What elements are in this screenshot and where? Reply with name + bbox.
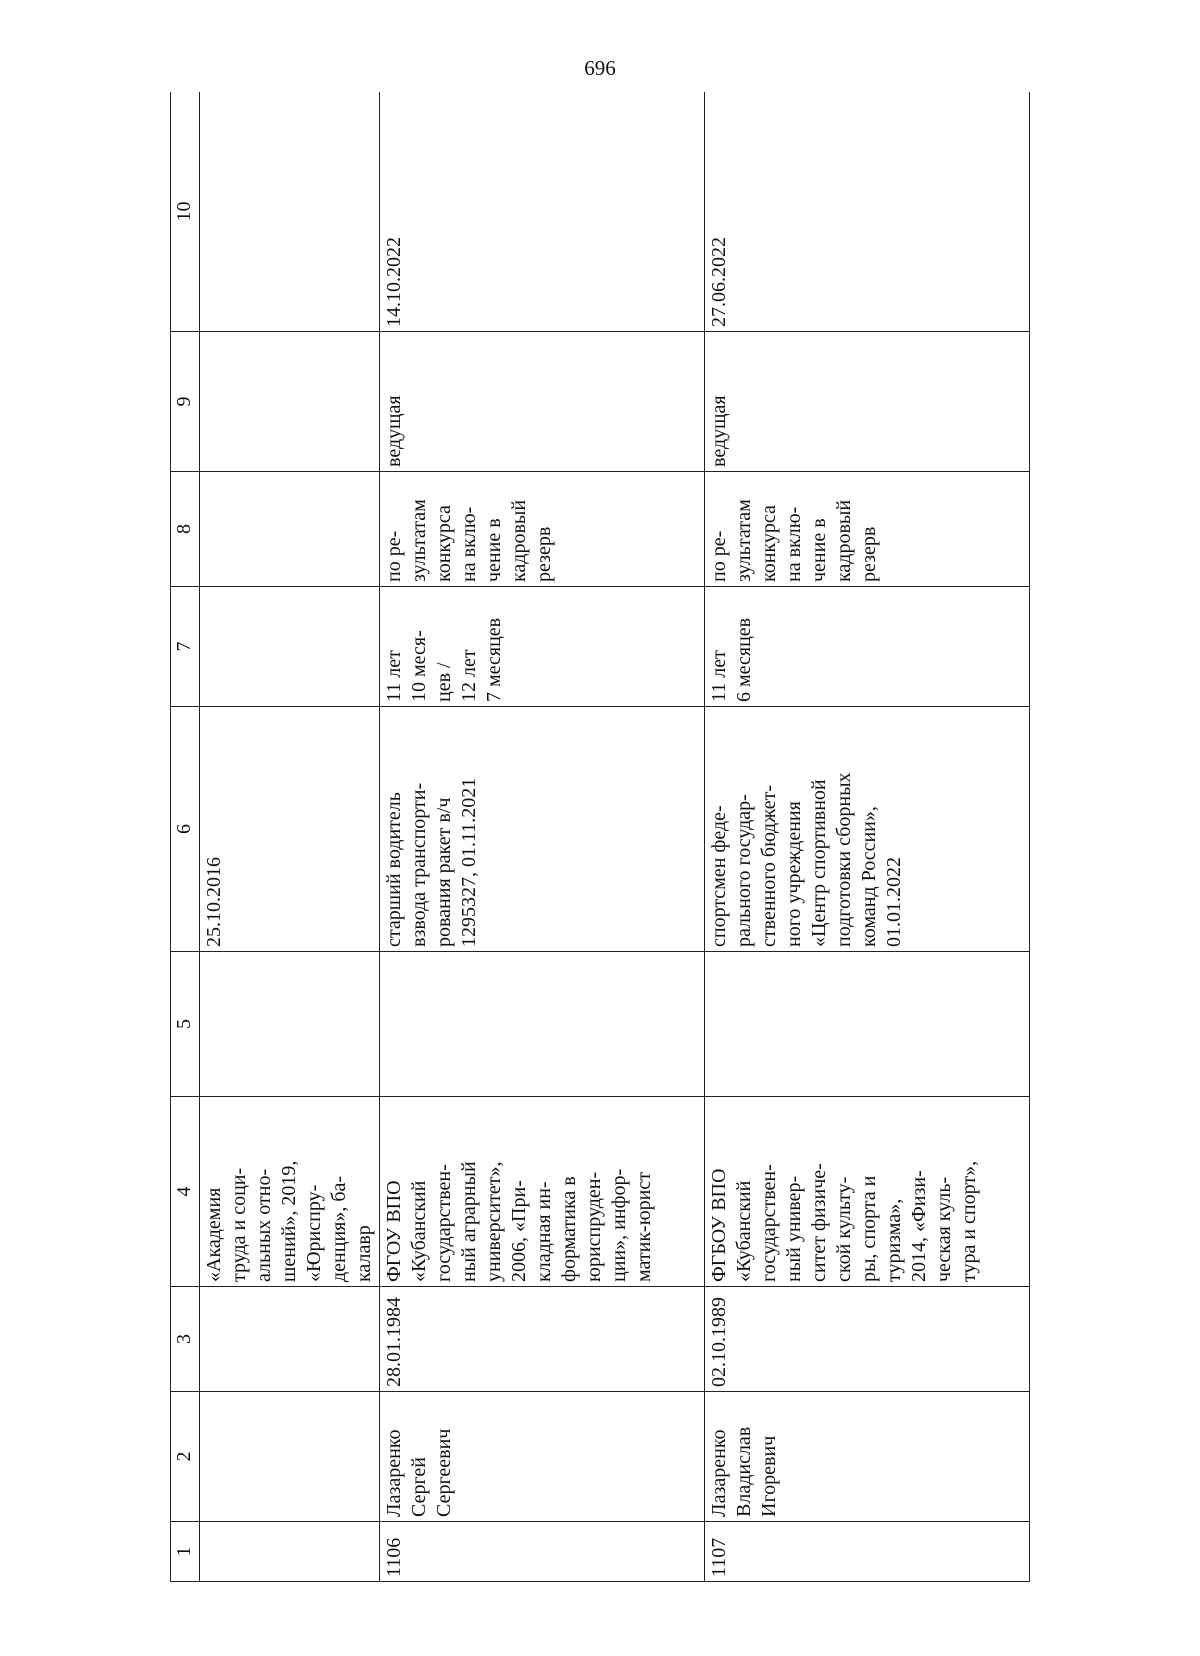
basis-cell: по ре- зультатам конкурса на вклю- чение в кадровый резерв — [380, 472, 705, 587]
column-number-1: 1 — [171, 1522, 200, 1582]
full-name-cell: Лазаренко Сергей Сергеевич — [380, 1392, 705, 1522]
rotated-table-frame — [170, 92, 1030, 1582]
decision-date-cell: 27.06.2022 — [705, 92, 1030, 332]
service-length-cell: 11 лет 10 меся- цев / 12 лет 7 месяцев — [380, 587, 705, 707]
continuation-education-cell — [200, 1097, 380, 1287]
education-cell: ФГБОУ ВПО «Кубанский государствен- ный универ- ситет физиче- ской культу- ры, спорта и туризма», 2014, «Физи- ческая куль- тура и спорт», — [705, 1097, 1030, 1287]
birth-date-cell: 28.01.1984 — [380, 1287, 705, 1392]
column-number-row — [171, 92, 200, 1582]
continuation-position-text: 25.10.2016 — [203, 857, 225, 947]
column-number-10: 10 — [171, 92, 200, 332]
col5-cell — [705, 952, 1030, 1097]
continuation-number-cell — [200, 1522, 380, 1582]
page-number: 696 — [584, 56, 616, 80]
continuation-education-text: «Академия труда и соци- альных отно- шений», 2019, «Юриспру- денция», ба- калавр — [203, 1160, 375, 1282]
table-row — [705, 92, 1030, 1582]
continuation-date-cell — [200, 92, 380, 332]
column-number-7: 7 — [171, 587, 200, 707]
table-row — [380, 92, 705, 1582]
column-number-2: 2 — [171, 1392, 200, 1522]
service-length-cell: 11 лет 6 месяцев — [705, 587, 1030, 707]
education-cell: ФГОУ ВПО «Кубанский государствен- ный аграрный университет», 2006, «При- кладная ин- форматика в юриспруден- ции», инфор- матик-юрист — [380, 1097, 705, 1287]
decision-date-cell: 14.10.2022 — [380, 92, 705, 332]
column-number-6: 6 — [171, 707, 200, 952]
position-group-cell: ведущая — [705, 332, 1030, 472]
birth-date-cell: 02.10.1989 — [705, 1287, 1030, 1392]
position-cell: старший водитель взвода транспорти- рования ракет в/ч 1295327, 01.11.2021 — [380, 707, 705, 952]
row-number-cell: 1107 — [705, 1522, 1030, 1582]
continuation-col5-cell — [200, 952, 380, 1097]
continuation-name-cell — [200, 1392, 380, 1522]
table-rotator — [170, 92, 1030, 1582]
continuation-group-cell — [200, 332, 380, 472]
position-group-cell: ведущая — [380, 332, 705, 472]
column-number-3: 3 — [171, 1287, 200, 1392]
continuation-service-cell — [200, 587, 380, 707]
position-cell: спортсмен феде- рального государ- ственного бюджет- ного учреждения «Центр спортивной подготовки сборных команд России», 01.01.2022 — [705, 707, 1030, 952]
basis-cell: по ре- зультатам конкурса на вклю- чение в кадровый резерв — [705, 472, 1030, 587]
column-number-4: 4 — [171, 1097, 200, 1287]
continuation-position-cell — [200, 707, 380, 952]
personnel-table — [170, 92, 1030, 1582]
continuation-row — [200, 92, 380, 1582]
row-number-cell: 1106 — [380, 1522, 705, 1582]
full-name-cell: Лазаренко Владислав Игоревич — [705, 1392, 1030, 1522]
column-number-9: 9 — [171, 332, 200, 472]
column-number-8: 8 — [171, 472, 200, 587]
column-number-5: 5 — [171, 952, 200, 1097]
continuation-birth-date-cell — [200, 1287, 380, 1392]
col5-cell — [380, 952, 705, 1097]
continuation-basis-cell — [200, 472, 380, 587]
